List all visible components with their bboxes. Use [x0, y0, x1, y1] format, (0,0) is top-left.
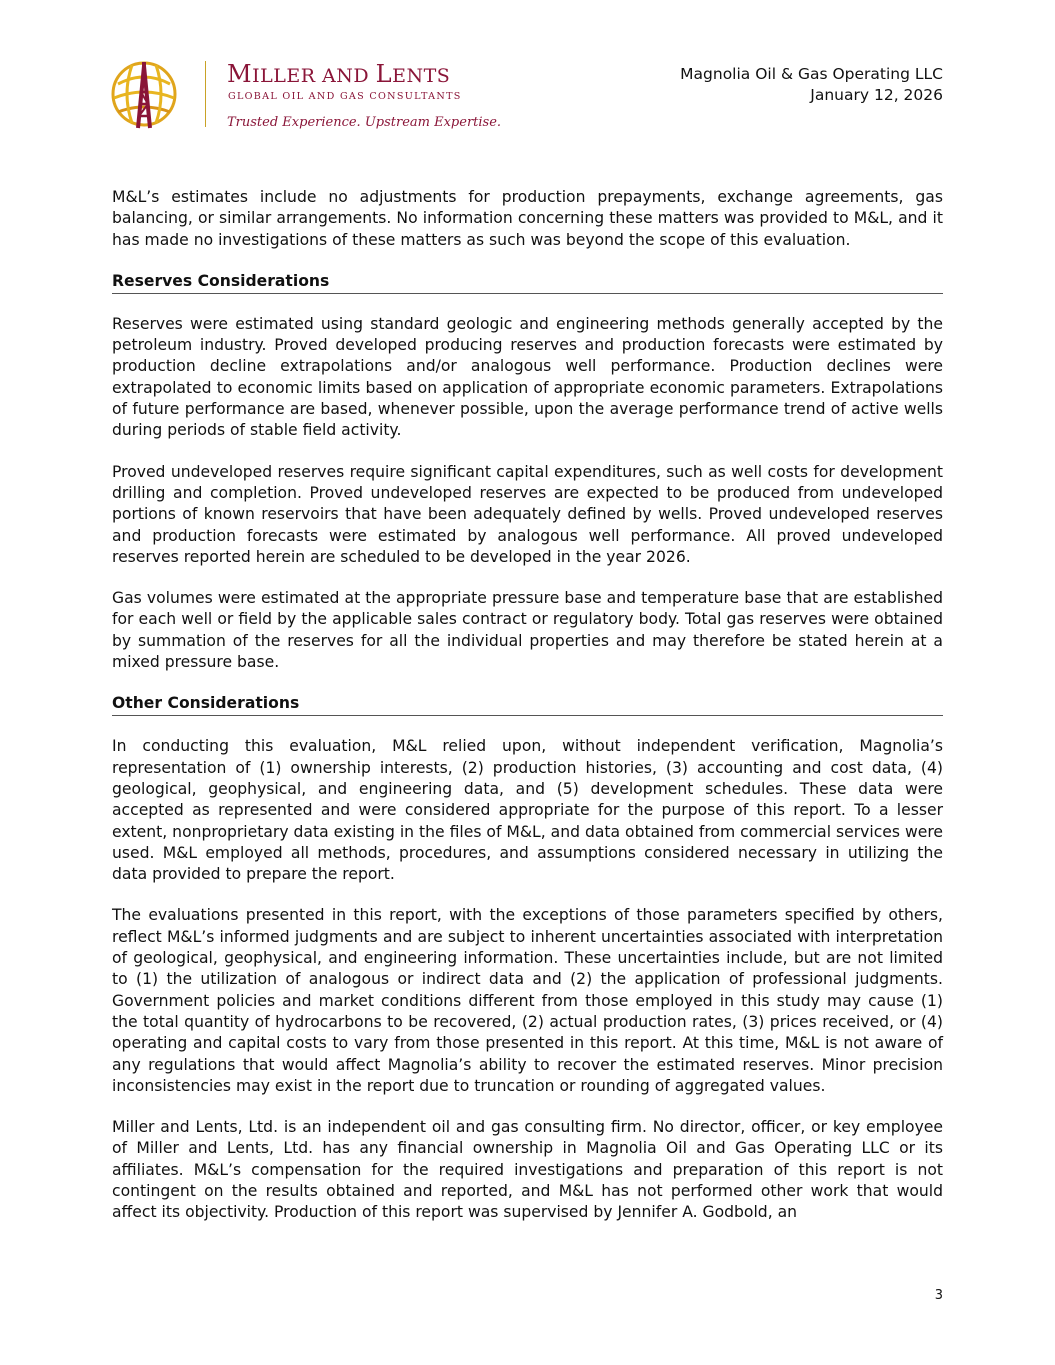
brand-tagline: Trusted Experience. Upstream Expertise.	[227, 115, 502, 130]
brand-name: MILLER AND LENTS	[227, 60, 451, 88]
section-heading-other: Other Considerations	[112, 693, 943, 716]
report-body	[112, 187, 943, 1244]
paragraph: Reserves were estimated using standard geologic and engineering methods generally accepted by the petroleum industry. Proved developed producing reserves and production forecasts were estimated by production decline extrapolations and/or analogous well performance. Production declines were extrapolated to economic limits based on application of appropriate economic parameters. Extrapolations of future performance are based, whenever possible, upon the average performance trend of active wells during periods of stable field activity.	[112, 314, 943, 440]
paragraph: The evaluations presented in this report, with the exceptions of those parameters specified by others, reflect M&L’s informed judgments and are subject to inherent uncertainties associated with interpretation of geological, geophysical, and engineering information. These uncertainties include, but are not limited to (1) the utilization of analogous or indirect data and (2) the application of professional judgments. Government policies and market conditions different from those employed in this study may cause (1) the total quantity of hydrocarbons to be recovered, (2) actual production rates, (3) prices received, or (4) operating and capital costs to vary from those presented in this report. At this time, M&L is not aware of any regulations that would affect Magnolia’s ability to recover the estimated reserves. Minor precision inconsistencies may exist in the report due to truncation or rounding of aggregated values.	[112, 906, 943, 1095]
paragraph: In conducting this evaluation, M&L relied upon, without independent verification, Magnolia’s representation of (1) ownership interests, (2) production histories, (3) accounting and cost data, (4) geological, geophysical, and engineering data, and (5) development schedules. These data were accepted as represented and were considered appropriate for the purpose of this report. To a lesser extent, nonproprietary data existing in the files of M&L, and data obtained from commercial services were used. M&L employed all methods, procedures, and assumptions considered necessary in utilizing the data provided to prepare the report.	[112, 737, 943, 884]
report-header	[680, 64, 943, 106]
page-number: 3	[934, 1288, 943, 1303]
brand-subtitle: GLOBAL OIL AND GAS CONSULTANTS	[228, 91, 462, 102]
client-name: Magnolia Oil & Gas Operating LLC	[680, 65, 943, 83]
paragraph: Gas volumes were estimated at the appropriate pressure base and temperature base that are established for each well or field by the applicable sales contract or regulatory body. Total gas reserves were obtained by summation of the reserves for all the individual properties and may therefore be stated herein at a mixed pressure base.	[112, 589, 943, 672]
globe-derrick-icon	[113, 62, 175, 128]
paragraph: Proved undeveloped reserves require significant capital expenditures, such as well costs for development drilling and completion. Proved undeveloped reserves are expected to be produced from undeveloped portions of known reservoirs that have been adequately defined by wells. Proved undeveloped reserves and production forecasts were estimated by analogous well performance. All proved undeveloped reserves reported herein are scheduled to be developed in the year 2026.	[112, 462, 943, 566]
logo-divider	[205, 61, 206, 127]
report-date: January 12, 2026	[810, 86, 943, 104]
paragraph: Miller and Lents, Ltd. is an independent oil and gas consulting firm. No director, officer, or key employee of Miller and Lents, Ltd. has any financial ownership in Magnolia Oil and Gas Operating LLC or its affiliates. M&L’s compensation for the required investigations and preparation of this report is not contingent on the results obtained and reported, and M&L has not performed other work that would affect its objectivity. Production of this report was supervised by Jennifer A. Godbold, an	[112, 1118, 943, 1222]
paragraph: M&L’s estimates include no adjustments for production prepayments, exchange agreements, gas balancing, or similar arrangements. No information concerning these matters was provided to M&L, and it has made no investigations of these matters as such was beyond the scope of this evaluation.	[112, 188, 943, 249]
section-heading-reserves: Reserves Considerations	[112, 271, 943, 294]
